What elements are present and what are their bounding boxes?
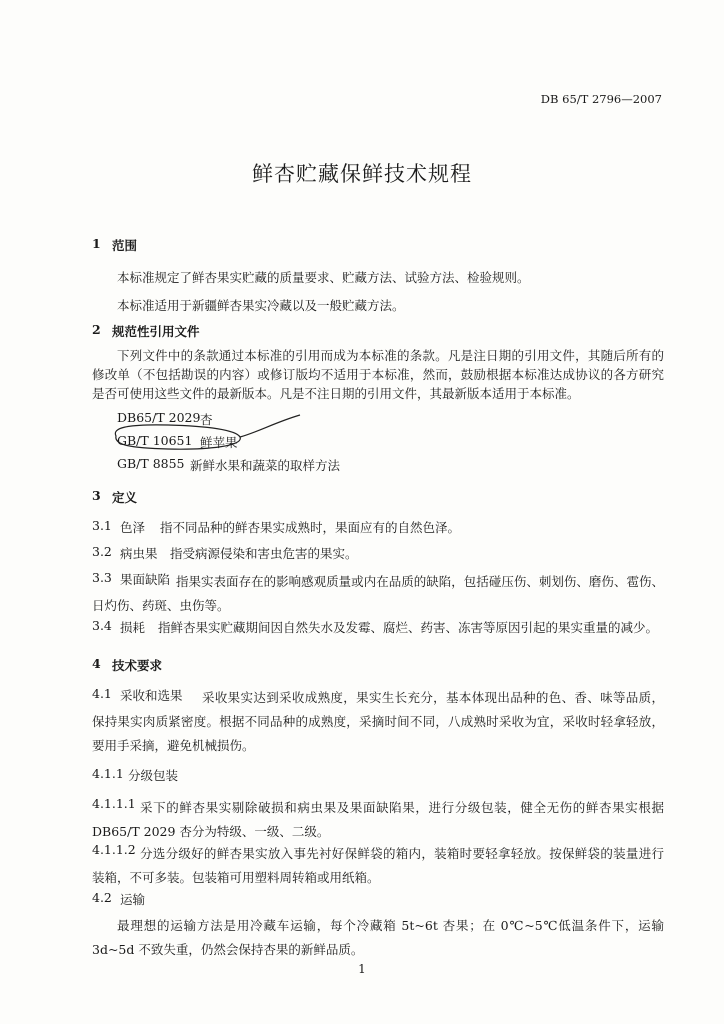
def-3-4-number: 3.4 (92, 618, 112, 633)
section-1-para-1: 本标准规定了鲜杏果实贮藏的质量要求、贮藏方法、试验方法、检验规则。 (117, 270, 530, 285)
section-1-number: 1 (92, 236, 101, 251)
clause-4-1-term: 采收和选果 (120, 688, 183, 703)
section-4-heading: 技术要求 (112, 658, 163, 673)
clause-4-1-text: 采收果实达到采收成熟度，果实生长充分，基本体现出品种的色、香、味等品质，保持果实肉质紧密度。根据不同品种的成熟度，采摘时间不同，八成熟时采收为宜，采收时轻拿轻放，要用手采摘，避免机械损伤。 (92, 690, 664, 753)
def-3-4-text: 指鲜杏果实贮藏期间因自然失水及发霉、腐烂、药害、冻害等原因引起的果实重量的减少。 (158, 620, 659, 635)
clause-4-1-1-number: 4.1.1 (92, 766, 124, 781)
section-3-number: 3 (92, 488, 101, 503)
def-3-1-term: 色泽 (120, 520, 146, 535)
clause-4-2-number: 4.2 (92, 890, 112, 905)
section-3-heading: 定义 (112, 490, 138, 505)
page-number: 1 (358, 962, 366, 976)
section-2-number: 2 (92, 322, 101, 337)
clause-4-2-heading: 运输 (120, 892, 146, 907)
ref-3-code: GB/T 8855 (117, 456, 185, 471)
section-2-intro: 下列文件中的条款通过本标准的引用而成为本标准的条款。凡是注日期的引用文件，其随后所有的修改单（不包括勘误的内容）或修订版均不适用于本标准，然而，鼓励根据本标准达成协议的各方研究是否可使用这些文件的最新版本。凡是不注日期的引用文件，其最新版本适用于本标准。 (92, 348, 664, 401)
clause-4-1-1-2-number: 4.1.1.2 (92, 842, 136, 857)
handwritten-annotation-mark (108, 412, 308, 456)
def-3-2-number: 3.2 (92, 544, 112, 559)
clause-4-1-1-1-text: 采下的鲜杏果实剔除破损和病虫果及果面缺陷果，进行分级包装，健全无伤的鲜杏果实根据DB65/T 2029 杏分为特级、一级、二级。 (92, 800, 664, 839)
def-3-4-term: 损耗 (120, 620, 146, 635)
clause-4-1-1-1-number: 4.1.1.1 (92, 796, 136, 811)
section-4-number: 4 (92, 656, 101, 671)
def-3-3-text: 指果实表面存在的影响感观质量或内在品质的缺陷，包括碰压伤、刺划伤、磨伤、雹伤、日灼伤、药斑、虫伤等。 (92, 574, 664, 613)
page-title: 鲜杏贮藏保鲜技术规程 (252, 162, 472, 186)
def-3-1-text: 指不同品种的鲜杏果实成熟时，果面应有的自然色泽。 (160, 520, 461, 535)
section-1-heading: 范围 (112, 238, 138, 253)
clause-4-2-text: 最理想的运输方法是用冷藏车运输，每个冷藏箱 5t~6t 杏果；在 0℃~5℃低温条件下，运输 3d~5d 不致失重，仍然会保持杏果的新鲜品质。 (92, 918, 664, 957)
def-3-2-text: 指受病源侵染和害虫危害的果实。 (170, 546, 358, 561)
clause-4-1-1-2-text: 分选分级好的鲜杏果实放入事先衬好保鲜袋的箱内，装箱时要轻拿轻放。按保鲜袋的装量进行装箱，不可多装。包装箱可用塑料周转箱或用纸箱。 (92, 846, 664, 885)
ref-2-code: GB/T 10651 (117, 433, 193, 448)
ref-1-code: DB65/T 2029 (117, 410, 201, 425)
section-2-heading: 规范性引用文件 (112, 324, 200, 339)
clause-4-1-number: 4.1 (92, 686, 112, 701)
ref-2-name: 鲜苹果 (200, 435, 238, 450)
ref-1-name: 杏 (200, 412, 213, 427)
clause-4-1-1-heading: 分级包装 (128, 768, 179, 783)
def-3-2-term: 病虫果 (120, 546, 158, 561)
ref-3-name: 新鲜水果和蔬菜的取样方法 (190, 458, 341, 473)
def-3-3-term: 果面缺陷 (120, 572, 171, 587)
section-1-para-2: 本标准适用于新疆鲜杏果实冷藏以及一般贮藏方法。 (117, 298, 405, 313)
document-code: DB 65/T 2796—2007 (540, 92, 662, 106)
def-3-3-number: 3.3 (92, 570, 112, 585)
def-3-1-number: 3.1 (92, 518, 112, 533)
